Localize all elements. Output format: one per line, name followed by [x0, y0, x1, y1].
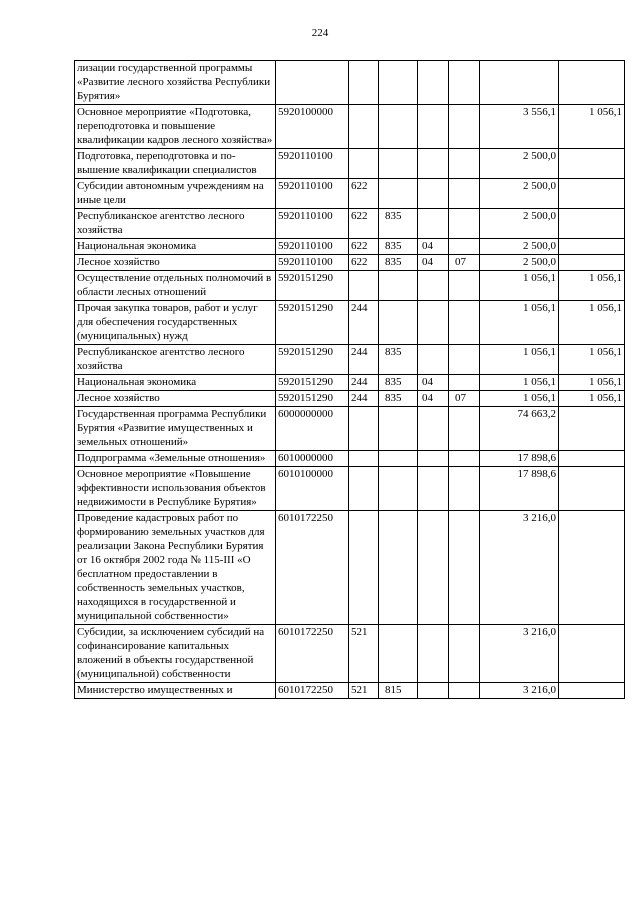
subsection-cell: [449, 625, 480, 683]
table-row: [75, 271, 625, 301]
target-code-cell: 6010172250: [276, 683, 349, 699]
expense-type-cell: 521: [349, 625, 379, 683]
ministry-code-cell: 835: [379, 255, 418, 271]
expense-type-cell: [349, 467, 379, 511]
section-cell: [418, 301, 449, 345]
table-row: [75, 625, 625, 683]
expense-type-cell: 622: [349, 239, 379, 255]
subsection-cell: [449, 407, 480, 451]
row-name-cell: Республиканское агентство лесного хозяйства: [75, 209, 276, 239]
amount-cell: 2 500,0: [480, 255, 559, 271]
target-code-cell: 5920151290: [276, 391, 349, 407]
section-cell: [418, 271, 449, 301]
amount-cell: 1 056,1: [480, 271, 559, 301]
target-code-cell: 6010172250: [276, 625, 349, 683]
subsection-cell: [449, 301, 480, 345]
amount-second-cell: 1 056,1: [559, 391, 625, 407]
page-number: 224: [311, 27, 329, 39]
target-code-cell: 5920151290: [276, 301, 349, 345]
amount-second-cell: [559, 61, 625, 105]
section-cell: [418, 345, 449, 375]
target-code-cell: 5920110100: [276, 179, 349, 209]
row-name-cell: Основное мероприятие «Подготовка, переподготовка и повышение квалификации кадров лесного хозяйства»: [75, 105, 276, 149]
amount-second-cell: [559, 511, 625, 625]
amount-second-cell: 1 056,1: [559, 105, 625, 149]
ministry-code-cell: 835: [379, 239, 418, 255]
row-name-cell: лизации государственной программы «Развитие лесного хозяйства Республики Бурятия»: [75, 61, 276, 105]
subsection-cell: [449, 179, 480, 209]
target-code-cell: 6010000000: [276, 451, 349, 467]
target-code-cell: 5920151290: [276, 345, 349, 375]
section-cell: 04: [418, 255, 449, 271]
ministry-code-cell: 835: [379, 345, 418, 375]
target-code-cell: 6010172250: [276, 511, 349, 625]
amount-second-cell: 1 056,1: [559, 301, 625, 345]
table-row: [75, 391, 625, 407]
ministry-code-cell: [379, 105, 418, 149]
row-name-cell: Прочая закупка товаров, работ и услуг для обеспечения государственных (муниципальных) нужд: [75, 301, 276, 345]
section-cell: 04: [418, 375, 449, 391]
table-row: [75, 683, 625, 699]
table-row: [75, 375, 625, 391]
amount-second-cell: [559, 467, 625, 511]
table-row: [75, 149, 625, 179]
table-row: [75, 61, 625, 105]
table-row: [75, 451, 625, 467]
subsection-cell: [449, 149, 480, 179]
section-cell: [418, 105, 449, 149]
amount-cell: 3 216,0: [480, 625, 559, 683]
ministry-code-cell: [379, 407, 418, 451]
section-cell: [418, 683, 449, 699]
amount-cell: 17 898,6: [480, 467, 559, 511]
ministry-code-cell: 835: [379, 391, 418, 407]
row-name-cell: Национальная экономика: [75, 375, 276, 391]
amount-cell: 2 500,0: [480, 239, 559, 255]
row-name-cell: Подпрограмма «Земельные отношения»: [75, 451, 276, 467]
section-cell: [418, 61, 449, 105]
row-name-cell: Национальная экономика: [75, 239, 276, 255]
table-row: [75, 467, 625, 511]
ministry-code-cell: 835: [379, 375, 418, 391]
amount-cell: 1 056,1: [480, 391, 559, 407]
expense-type-cell: 244: [349, 301, 379, 345]
amount-cell: 2 500,0: [480, 149, 559, 179]
amount-cell: 1 056,1: [480, 345, 559, 375]
amount-second-cell: [559, 625, 625, 683]
expense-type-cell: [349, 61, 379, 105]
row-name-cell: Проведение кадастровых работ по формированию земельных участков для реализации Закона Республики Бурятия от 16 октября 2002 года № 115-III «О бесплатном предоставлении в собственность земельных участков, находящихся в государственной и муниципальной собственности»: [75, 511, 276, 625]
amount-second-cell: [559, 407, 625, 451]
section-cell: [418, 179, 449, 209]
section-cell: [418, 149, 449, 179]
amount-second-cell: [559, 239, 625, 255]
expense-type-cell: [349, 149, 379, 179]
section-cell: [418, 407, 449, 451]
subsection-cell: [449, 451, 480, 467]
row-name-cell: Осуществление отдельных полномочий в области лесных отношений: [75, 271, 276, 301]
table-row: [75, 239, 625, 255]
subsection-cell: [449, 511, 480, 625]
target-code-cell: 5920100000: [276, 105, 349, 149]
table-row: [75, 255, 625, 271]
amount-second-cell: 1 056,1: [559, 345, 625, 375]
table-row: [75, 407, 625, 451]
budget-table: [74, 60, 625, 699]
row-name-cell: Республиканское агентство лесного хозяйства: [75, 345, 276, 375]
amount-cell: 1 056,1: [480, 375, 559, 391]
expense-type-cell: 244: [349, 375, 379, 391]
amount-second-cell: 1 056,1: [559, 375, 625, 391]
row-name-cell: Субсидии автономным учреждениям на иные цели: [75, 179, 276, 209]
section-cell: [418, 625, 449, 683]
expense-type-cell: [349, 105, 379, 149]
subsection-cell: [449, 105, 480, 149]
section-cell: [418, 511, 449, 625]
amount-cell: 74 663,2: [480, 407, 559, 451]
amount-cell: 3 556,1: [480, 105, 559, 149]
amount-cell: 3 216,0: [480, 683, 559, 699]
subsection-cell: [449, 271, 480, 301]
table-row: [75, 301, 625, 345]
row-name-cell: Лесное хозяйство: [75, 391, 276, 407]
row-name-cell: Министерство имущественных и: [75, 683, 276, 699]
target-code-cell: 5920110100: [276, 149, 349, 179]
amount-second-cell: [559, 683, 625, 699]
amount-second-cell: [559, 255, 625, 271]
amount-cell: [480, 61, 559, 105]
ministry-code-cell: [379, 61, 418, 105]
ministry-code-cell: 835: [379, 209, 418, 239]
table-row: [75, 179, 625, 209]
target-code-cell: 5920110100: [276, 255, 349, 271]
amount-second-cell: 1 056,1: [559, 271, 625, 301]
expense-type-cell: 622: [349, 209, 379, 239]
section-cell: [418, 209, 449, 239]
ministry-code-cell: [379, 451, 418, 467]
ministry-code-cell: [379, 511, 418, 625]
ministry-code-cell: [379, 625, 418, 683]
table-row: [75, 511, 625, 625]
ministry-code-cell: [379, 149, 418, 179]
expense-type-cell: 521: [349, 683, 379, 699]
target-code-cell: 6000000000: [276, 407, 349, 451]
target-code-cell: 5920151290: [276, 375, 349, 391]
expense-type-cell: 622: [349, 179, 379, 209]
target-code-cell: 5920110100: [276, 209, 349, 239]
ministry-code-cell: 815: [379, 683, 418, 699]
row-name-cell: Основное мероприятие «Повышение эффективности использования объектов недвижимости в Республике Бурятия»: [75, 467, 276, 511]
target-code-cell: 5920151290: [276, 271, 349, 301]
target-code-cell: [276, 61, 349, 105]
section-cell: 04: [418, 391, 449, 407]
table-body: [75, 61, 625, 699]
expense-type-cell: 244: [349, 345, 379, 375]
section-cell: 04: [418, 239, 449, 255]
subsection-cell: [449, 209, 480, 239]
expense-type-cell: [349, 451, 379, 467]
target-code-cell: 6010100000: [276, 467, 349, 511]
ministry-code-cell: [379, 179, 418, 209]
amount-cell: 2 500,0: [480, 209, 559, 239]
row-name-cell: Субсидии, за исключением субсидий на софинансирование капитальных вложений в объекты государственной (муниципальной) собственности: [75, 625, 276, 683]
subsection-cell: 07: [449, 391, 480, 407]
subsection-cell: [449, 345, 480, 375]
row-name-cell: Государственная программа Республики Бурятия «Развитие имущественных и земельных отношений»: [75, 407, 276, 451]
amount-second-cell: [559, 451, 625, 467]
expense-type-cell: [349, 271, 379, 301]
amount-cell: 2 500,0: [480, 179, 559, 209]
amount-cell: 1 056,1: [480, 301, 559, 345]
amount-cell: 17 898,6: [480, 451, 559, 467]
expense-type-cell: 244: [349, 391, 379, 407]
expense-type-cell: 622: [349, 255, 379, 271]
subsection-cell: 07: [449, 255, 480, 271]
target-code-cell: 5920110100: [276, 239, 349, 255]
expense-type-cell: [349, 511, 379, 625]
subsection-cell: [449, 683, 480, 699]
row-name-cell: Лесное хозяйство: [75, 255, 276, 271]
ministry-code-cell: [379, 271, 418, 301]
subsection-cell: [449, 239, 480, 255]
amount-cell: 3 216,0: [480, 511, 559, 625]
amount-second-cell: [559, 179, 625, 209]
amount-second-cell: [559, 149, 625, 179]
section-cell: [418, 467, 449, 511]
subsection-cell: [449, 467, 480, 511]
table-row: [75, 105, 625, 149]
ministry-code-cell: [379, 301, 418, 345]
table-row: [75, 345, 625, 375]
subsection-cell: [449, 61, 480, 105]
section-cell: [418, 451, 449, 467]
subsection-cell: [449, 375, 480, 391]
expense-type-cell: [349, 407, 379, 451]
ministry-code-cell: [379, 467, 418, 511]
table-row: [75, 209, 625, 239]
amount-second-cell: [559, 209, 625, 239]
row-name-cell: Подготовка, переподготовка и повышение квалификации специалистов: [75, 149, 276, 179]
